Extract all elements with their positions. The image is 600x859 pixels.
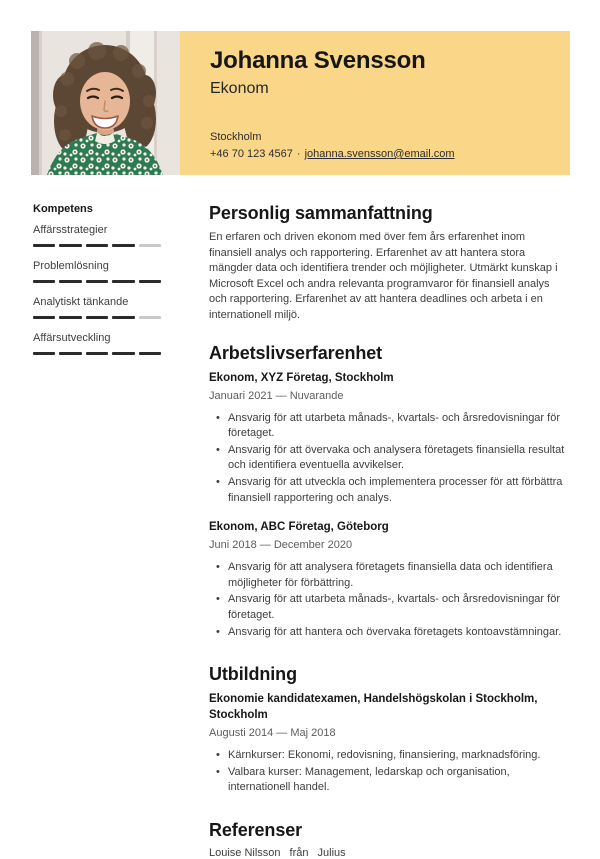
section-education [209,664,569,796]
reference-from-label: från [289,846,309,859]
contact-line [210,146,455,163]
job-dates: Juni 2018 — December 2020 [209,539,353,552]
skill-bar-segment [86,316,108,319]
skill-label: Analytiskt tänkande [33,296,129,308]
skill-bar-segment [33,244,55,247]
skill-label: Affärsstrategier [33,224,108,236]
profile-photo [31,31,180,175]
skill-item-analytiskt-tankande [33,295,161,319]
reference-entry [209,847,569,859]
section-summary [209,203,569,324]
skill-bar-segment [86,280,108,283]
job-bullet: • Ansvarig för att utarbeta månads-, kvartals- och årsredovisningar för företaget. [228,411,569,442]
content-columns [0,175,600,859]
skill-level-bar [33,352,161,355]
skill-bar-segment [112,244,134,247]
skill-level-bar [33,280,161,283]
reference-company: Julius [317,846,346,859]
skills-sidebar [33,203,209,859]
skill-bar-segment [33,280,55,283]
skill-bar-segment [59,244,81,247]
skill-bar-segment [112,316,134,319]
skill-item-problemlosning [33,259,161,283]
header-band [180,31,570,175]
job-entry-xyz [209,370,569,507]
contact-separator: · [296,148,301,160]
skill-bar-segment [33,316,55,319]
job-title: Ekonom [210,79,269,97]
reference-name: Louise Nilsson [209,846,281,859]
job-bullet-list [209,411,569,507]
job-title-line: Ekonom, XYZ Företag, Stockholm [209,371,394,384]
job-bullet: • Ansvarig för att analysera företagets finansiella data och identifiera möjligheter för förbättring. [228,560,569,591]
job-title-line: Ekonom, ABC Företag, Göteborg [209,521,389,534]
job-entry-abc [209,519,569,640]
skill-item-affarsstrategier [33,223,161,247]
education-bullet-list [209,748,569,796]
job-bullet: • Ansvarig för att utveckla och implementera processer för att förbättra finansiell rapportering och analys. [228,475,569,506]
portrait-illustration [31,31,180,175]
section-experience [209,343,569,641]
contact-phone: +46 70 123 4567 [210,148,293,160]
skill-bar-segment [139,280,161,283]
name-heading: Johanna Svensson [210,47,426,74]
skill-bar-segment [33,352,55,355]
education-heading: Utbildning [209,664,297,685]
contact-email-link[interactable]: johanna.svensson@email.com [304,148,455,160]
skill-bar-segment [59,316,81,319]
contact-block [210,129,455,163]
job-bullet: • Ansvarig för att utarbeta månads-, kvartals- och årsredovisningar för företaget. [228,592,569,623]
main-column [209,203,569,859]
skill-level-bar [33,316,161,319]
skill-label: Affärsutveckling [33,332,111,344]
skill-level-bar [33,244,161,247]
skill-bar-segment [59,280,81,283]
contact-location: Stockholm [210,131,262,143]
job-bullet-list [209,560,569,640]
job-bullet: • Ansvarig för att övervaka och analysera företagets finansiella resultat och identifiera eventuella avvikelser. [228,443,569,474]
education-entry [209,691,569,796]
references-heading: Referenser [209,819,303,840]
skill-bar-segment [86,244,108,247]
skill-bar-segment [139,352,161,355]
experience-heading: Arbetslivserfarenhet [209,342,383,363]
section-references [209,820,569,859]
summary-heading: Personlig sammanfattning [209,203,433,223]
skill-label: Problemlösning [33,260,109,272]
skill-bar-segment [112,352,134,355]
skill-bar-segment [139,316,161,319]
education-bullet: • Valbara kurser: Management, ledarskap och organisation, internationell handel. [228,765,569,796]
skill-bar-segment [139,244,161,247]
summary-text: En erfaren och driven ekonom med över fem års erfarenhet inom finansiell analys och rapportering. Erfarenhet av att hantera stora mängder data och identifiera trender och möjligheter. Utmärkt kunskap i Microsoft Excel och andra relevanta programvaror för finansiell analys och rapportering. Erfarenhet av att hantera deadlines och arbeta i en internationell miljö. [209,231,558,321]
job-bullet: • Ansvarig för att hantera och övervaka företagets kontoavstämningar. [228,625,569,641]
job-dates: Januari 2021 — Nuvarande [209,389,344,402]
degree-line: Ekonomie kandidatexamen, Handelshögskolan i Stockholm, Stockholm [209,693,538,722]
education-bullet: • Kärnkurser: Ekonomi, redovisning, finansiering, marknadsföring. [228,748,569,764]
skill-bar-segment [112,280,134,283]
skill-bar-segment [86,352,108,355]
education-dates: Augusti 2014 — Maj 2018 [209,727,336,740]
skills-heading: Kompetens [33,203,93,215]
skill-item-affarsutveckling [33,331,161,355]
skill-bar-segment [59,352,81,355]
